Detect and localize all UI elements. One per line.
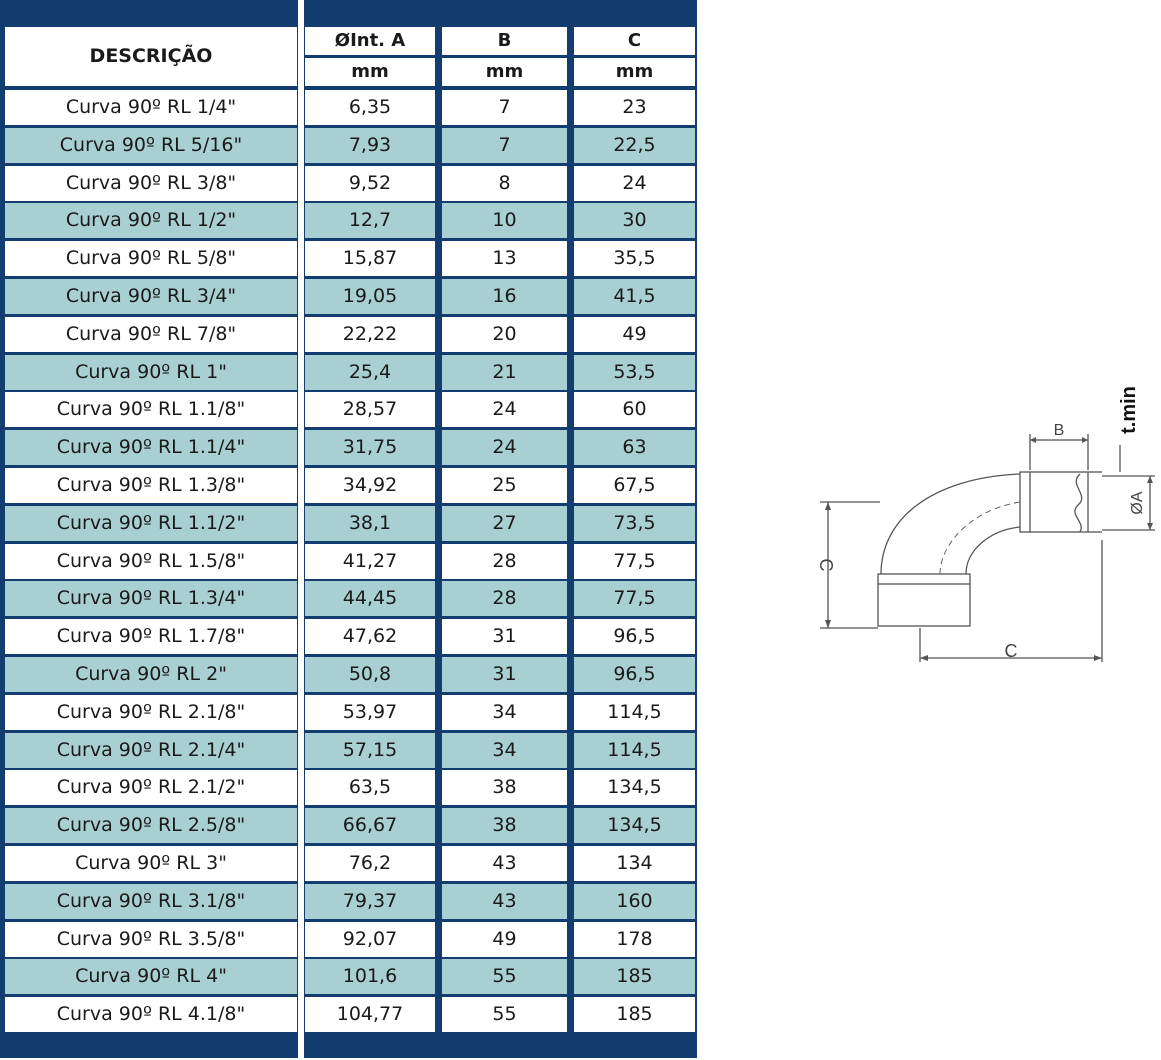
elbow-drawing [780, 370, 1161, 680]
cell-b: 28 [442, 581, 567, 616]
cell-int-a: 15,87 [305, 241, 435, 276]
cell-descricao: Curva 90º RL 1.1/8" [5, 392, 297, 427]
header-descricao: DESCRIÇÃO [5, 27, 297, 86]
table-row [5, 657, 695, 692]
cell-descricao: Curva 90º RL 2.1/8" [5, 695, 297, 730]
cell-b: 55 [442, 997, 567, 1032]
cell-c: 35,5 [574, 241, 695, 276]
cell-b: 27 [442, 506, 567, 541]
cell-int-a: 76,2 [305, 846, 435, 881]
cell-b: 25 [442, 468, 567, 503]
cell-descricao: Curva 90º RL 2.5/8" [5, 808, 297, 843]
table-row [5, 846, 695, 881]
cell-b: 10 [442, 203, 567, 238]
cell-int-a: 22,22 [305, 317, 435, 352]
cell-int-a: 79,37 [305, 884, 435, 919]
cell-descricao: Curva 90º RL 3" [5, 846, 297, 881]
cell-descricao: Curva 90º RL 5/8" [5, 241, 297, 276]
cell-b: 55 [442, 959, 567, 994]
cell-c: 96,5 [574, 619, 695, 654]
table-row [5, 430, 695, 465]
cell-c: 60 [574, 392, 695, 427]
cell-b: 16 [442, 279, 567, 314]
cell-int-a: 47,62 [305, 619, 435, 654]
cell-c: 134,5 [574, 808, 695, 843]
cell-descricao: Curva 90º RL 1.7/8" [5, 619, 297, 654]
cell-b: 31 [442, 619, 567, 654]
cell-c: 77,5 [574, 581, 695, 616]
cell-c: 134,5 [574, 770, 695, 805]
header-unit-a: mm [305, 58, 435, 86]
cell-int-a: 38,1 [305, 506, 435, 541]
cell-descricao: Curva 90º RL 1.3/4" [5, 581, 297, 616]
cell-c: 114,5 [574, 733, 695, 768]
cell-c: 24 [574, 166, 695, 201]
cell-int-a: 41,27 [305, 544, 435, 579]
cell-b: 38 [442, 808, 567, 843]
cell-c: 22,5 [574, 128, 695, 163]
cell-c: 160 [574, 884, 695, 919]
cell-descricao: Curva 90º RL 1.1/4" [5, 430, 297, 465]
cell-descricao: Curva 90º RL 2" [5, 657, 297, 692]
cell-int-a: 6,35 [305, 90, 435, 125]
cell-int-a: 101,6 [305, 959, 435, 994]
table-row [5, 279, 695, 314]
cell-int-a: 19,05 [305, 279, 435, 314]
header-col-c: C [574, 27, 695, 55]
table-row [5, 619, 695, 654]
table-row [5, 506, 695, 541]
cell-b: 24 [442, 430, 567, 465]
cell-int-a: 44,45 [305, 581, 435, 616]
table-row [5, 922, 695, 957]
cell-c: 73,5 [574, 506, 695, 541]
table-row [5, 317, 695, 352]
label-tmin: t.min [1118, 386, 1140, 434]
table-row [5, 90, 695, 125]
cell-b: 13 [442, 241, 567, 276]
cell-b: 8 [442, 166, 567, 201]
label-b: B [1053, 422, 1065, 439]
cell-descricao: Curva 90º RL 2.1/2" [5, 770, 297, 805]
cell-c: 185 [574, 959, 695, 994]
table-row [5, 468, 695, 503]
cell-descricao: Curva 90º RL 1.1/2" [5, 506, 297, 541]
cell-descricao: Curva 90º RL 7/8" [5, 317, 297, 352]
cell-int-a: 28,57 [305, 392, 435, 427]
cell-c: 134 [574, 846, 695, 881]
table-row [5, 166, 695, 201]
cell-b: 43 [442, 884, 567, 919]
cell-int-a: 53,97 [305, 695, 435, 730]
cell-int-a: 50,8 [305, 657, 435, 692]
header-unit-b: mm [442, 58, 567, 86]
cell-descricao: Curva 90º RL 2.1/4" [5, 733, 297, 768]
cell-c: 49 [574, 317, 695, 352]
cell-descricao: Curva 90º RL 3.5/8" [5, 922, 297, 957]
cell-descricao: Curva 90º RL 1/2" [5, 203, 297, 238]
label-c-vertical: C [816, 558, 836, 572]
cell-b: 43 [442, 846, 567, 881]
cell-c: 23 [574, 90, 695, 125]
table-row [5, 355, 695, 390]
table-row [5, 733, 695, 768]
cell-b: 31 [442, 657, 567, 692]
cell-b: 34 [442, 695, 567, 730]
cell-descricao: Curva 90º RL 4" [5, 959, 297, 994]
cell-c: 96,5 [574, 657, 695, 692]
cell-c: 63 [574, 430, 695, 465]
table-row [5, 581, 695, 616]
cell-int-a: 66,67 [305, 808, 435, 843]
cell-descricao: Curva 90º RL 4.1/8" [5, 997, 297, 1032]
cell-b: 21 [442, 355, 567, 390]
table-row [5, 203, 695, 238]
table-row [5, 695, 695, 730]
cell-descricao: Curva 90º RL 3/8" [5, 166, 297, 201]
cell-int-a: 9,52 [305, 166, 435, 201]
table-row [5, 884, 695, 919]
label-a: ØA [1129, 491, 1146, 515]
cell-descricao: Curva 90º RL 3.1/8" [5, 884, 297, 919]
cell-int-a: 7,93 [305, 128, 435, 163]
cell-descricao: Curva 90º RL 1.5/8" [5, 544, 297, 579]
header-unit-c: mm [574, 58, 695, 86]
cell-descricao: Curva 90º RL 3/4" [5, 279, 297, 314]
table-row [5, 959, 695, 994]
cell-int-a: 31,75 [305, 430, 435, 465]
table-row [5, 128, 695, 163]
table-row [5, 241, 695, 276]
cell-b: 34 [442, 733, 567, 768]
cell-descricao: Curva 90º RL 1" [5, 355, 297, 390]
cell-c: 30 [574, 203, 695, 238]
header-col-a: ØInt. A [305, 27, 435, 55]
label-c-horizontal: C [1004, 641, 1018, 661]
cell-b: 49 [442, 922, 567, 957]
cell-c: 67,5 [574, 468, 695, 503]
cell-b: 7 [442, 90, 567, 125]
cell-int-a: 12,7 [305, 203, 435, 238]
cell-c: 53,5 [574, 355, 695, 390]
table-row [5, 770, 695, 805]
cell-b: 7 [442, 128, 567, 163]
cell-b: 28 [442, 544, 567, 579]
elbow-inner-curve [966, 527, 1020, 574]
table-row [5, 544, 695, 579]
table-row [5, 392, 695, 427]
cell-int-a: 104,77 [305, 997, 435, 1032]
cell-descricao: Curva 90º RL 1.3/8" [5, 468, 297, 503]
table-row [5, 997, 695, 1032]
table-row [5, 808, 695, 843]
header-col-b: B [442, 27, 567, 55]
cell-b: 20 [442, 317, 567, 352]
cell-c: 178 [574, 922, 695, 957]
cell-int-a: 92,07 [305, 922, 435, 957]
cell-b: 24 [442, 392, 567, 427]
elbow-outer-curve [881, 474, 1020, 574]
cell-int-a: 63,5 [305, 770, 435, 805]
cell-int-a: 25,4 [305, 355, 435, 390]
cell-descricao: Curva 90º RL 5/16" [5, 128, 297, 163]
cell-c: 77,5 [574, 544, 695, 579]
cell-c: 185 [574, 997, 695, 1032]
cell-int-a: 34,92 [305, 468, 435, 503]
cell-c: 41,5 [574, 279, 695, 314]
cell-c: 114,5 [574, 695, 695, 730]
cell-descricao: Curva 90º RL 1/4" [5, 90, 297, 125]
cell-b: 38 [442, 770, 567, 805]
cell-int-a: 57,15 [305, 733, 435, 768]
bottom-socket [878, 574, 970, 626]
